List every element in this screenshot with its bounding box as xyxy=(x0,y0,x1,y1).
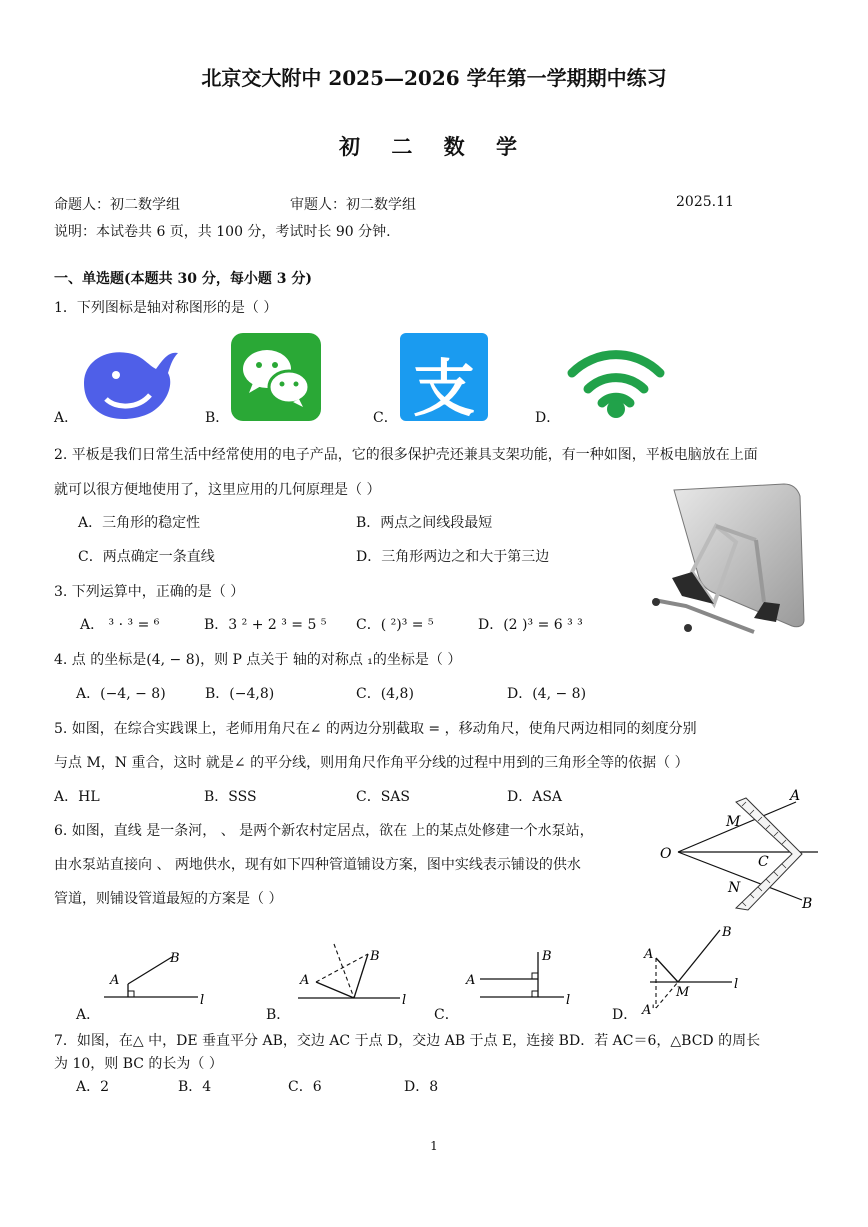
q5-label-o: O xyxy=(660,846,672,862)
q5-line1: 5. 如图，在综合实践课上，老师用角尺在∠ 的两边分别截取 = ，移动角尺，使角尺两边相同的刻度分别 xyxy=(54,721,697,737)
q1-option-b: B． xyxy=(205,410,230,426)
page-title: 北京交大附中 2025—2026 学年第一学期期中练习 xyxy=(201,66,667,90)
wifi-icon xyxy=(566,345,666,419)
q6c-label-b: B xyxy=(542,949,552,964)
q6a-label-a: A xyxy=(110,973,120,988)
tablet-stand-image xyxy=(644,482,814,642)
q6b-label-a: A xyxy=(300,973,310,988)
q4-option-d: D．(4, − 8) xyxy=(507,686,587,702)
q7-line1: 7．如图，在△ 中，DE 垂直平分 AB，交边 AC 于点 D，交边 AB 于点 E，连接 BD．若 AC＝6，△BCD 的周长 xyxy=(54,1033,761,1049)
q1-option-a: A． xyxy=(54,410,79,426)
q6-line2: 由水泵站直接向 、 两地供水，现有如下四种管道铺设方案，图中实线表示铺设的供水 xyxy=(54,857,581,873)
q3-option-c: C．( ²)³ = ⁵ xyxy=(356,617,434,633)
reviewer-line: 审题人：初二数学组 xyxy=(290,197,416,213)
q3-option-d: D．(2 )³ = 6 ³ ³ xyxy=(478,617,583,633)
q2-option-a: A．三角形的稳定性 xyxy=(78,515,201,531)
q3-stem: 3. 下列运算中，正确的是（ ） xyxy=(54,584,245,600)
q5-label-n: N xyxy=(728,880,741,896)
q7-option-c: C．6 xyxy=(288,1079,322,1095)
q6a-label-l: l xyxy=(200,993,205,1008)
q6c-label-a: A xyxy=(466,973,476,988)
q5-angle-figure xyxy=(656,784,824,914)
q7-option-a: A．2 xyxy=(76,1079,110,1095)
q2-option-c: C．两点确定一条直线 xyxy=(78,549,215,565)
q5-label-a: A xyxy=(790,788,801,804)
q6c-label-l: l xyxy=(566,993,571,1008)
q6d-label-b: B xyxy=(722,925,732,940)
q5-label-b: B xyxy=(802,896,813,912)
q6-figure-a xyxy=(100,940,220,1012)
q1-option-d: D． xyxy=(535,410,561,426)
q1-stem: 1．下列图标是轴对称图形的是（ ） xyxy=(54,300,278,316)
q5-option-b: B．SSS xyxy=(204,789,257,805)
q6-option-b: B． xyxy=(266,1007,291,1023)
q6b-label-l: l xyxy=(402,993,407,1008)
q5-label-m: M xyxy=(726,814,741,830)
q6-option-d: D． xyxy=(612,1007,638,1023)
q6d-label-l: l xyxy=(734,977,739,992)
whale-logo-icon xyxy=(76,343,182,423)
q6-figure-d xyxy=(638,924,758,1020)
q6-figure-c xyxy=(462,942,582,1012)
q6-option-a: A． xyxy=(76,1007,101,1023)
q6d-label-m: M xyxy=(676,985,690,1000)
q5-option-a: A．HL xyxy=(54,789,100,805)
exam-date: 2025.11 xyxy=(676,194,734,210)
q2-option-d: D．三角形两边之和大于第三边 xyxy=(356,549,550,565)
q7-option-b: B．4 xyxy=(178,1079,212,1095)
q2-line1: 2. 平板是我们日常生活中经常使用的电子产品，它的很多保护壳还兼具支架功能，有一种如图，平板电脑放在上面 xyxy=(54,447,758,463)
page-number: 1 xyxy=(430,1139,438,1153)
q1-option-c: C． xyxy=(373,410,398,426)
q5-label-c: C xyxy=(758,854,769,870)
section-heading: 一、单选题(本题共 30 分，每小题 3 分) xyxy=(54,271,312,287)
q4-option-a: A．(−4, − 8) xyxy=(76,686,166,702)
q3-option-b: B．3 ² + 2 ³ = 5 ⁵ xyxy=(204,617,327,633)
q4-option-b: B．(−4,8) xyxy=(205,686,275,702)
q2-line2: 就可以很方便地使用了，这里应用的几何原理是（ ） xyxy=(54,482,381,498)
q6b-label-b: B xyxy=(370,949,380,964)
q5-option-d: D．ASA xyxy=(507,789,563,805)
subject-title: 初 二 数 学 xyxy=(339,134,529,159)
q3-option-a: A． ³ · ³ = ⁶ xyxy=(80,617,160,633)
q4-stem: 4. 点 的坐标是(4, − 8)，则 P 点关于 轴的对称点 ₁的坐标是（ ） xyxy=(54,652,462,668)
q6-option-c: C． xyxy=(434,1007,459,1023)
q7-option-d: D．8 xyxy=(404,1079,439,1095)
q6-figure-b xyxy=(294,938,414,1010)
q2-option-b: B．两点之间线段最短 xyxy=(356,515,493,531)
q6-line3: 管道，则铺设管道最短的方案是（ ） xyxy=(54,891,283,907)
q6a-label-b: B xyxy=(170,951,180,966)
q6-line1: 6. 如图，直线 是一条河， 、 是两个新农村定居点，欲在 上的某点处修建一个水泵站， xyxy=(54,823,594,839)
q5-line2: 与点 M，N 重合，这时 就是∠ 的平分线，则用角尺作角平分线的过程中用到的三角形全等的依据（ ） xyxy=(54,755,689,771)
author-line: 命题人：初二数学组 xyxy=(54,197,180,213)
wechat-icon xyxy=(231,333,321,421)
q5-option-c: C．SAS xyxy=(356,789,411,805)
alipay-char: 支 xyxy=(412,352,475,425)
q6d-label-a: A xyxy=(644,947,654,962)
exam-note: 说明：本试卷共 6 页，共 100 分，考试时长 90 分钟. xyxy=(54,224,391,240)
q6d-label-a1: A' xyxy=(642,1003,655,1018)
alipay-icon xyxy=(400,333,488,425)
q4-option-c: C．(4,8) xyxy=(356,686,414,702)
q7-line2: 为 10，则 BC 的长为（ ） xyxy=(54,1056,223,1072)
